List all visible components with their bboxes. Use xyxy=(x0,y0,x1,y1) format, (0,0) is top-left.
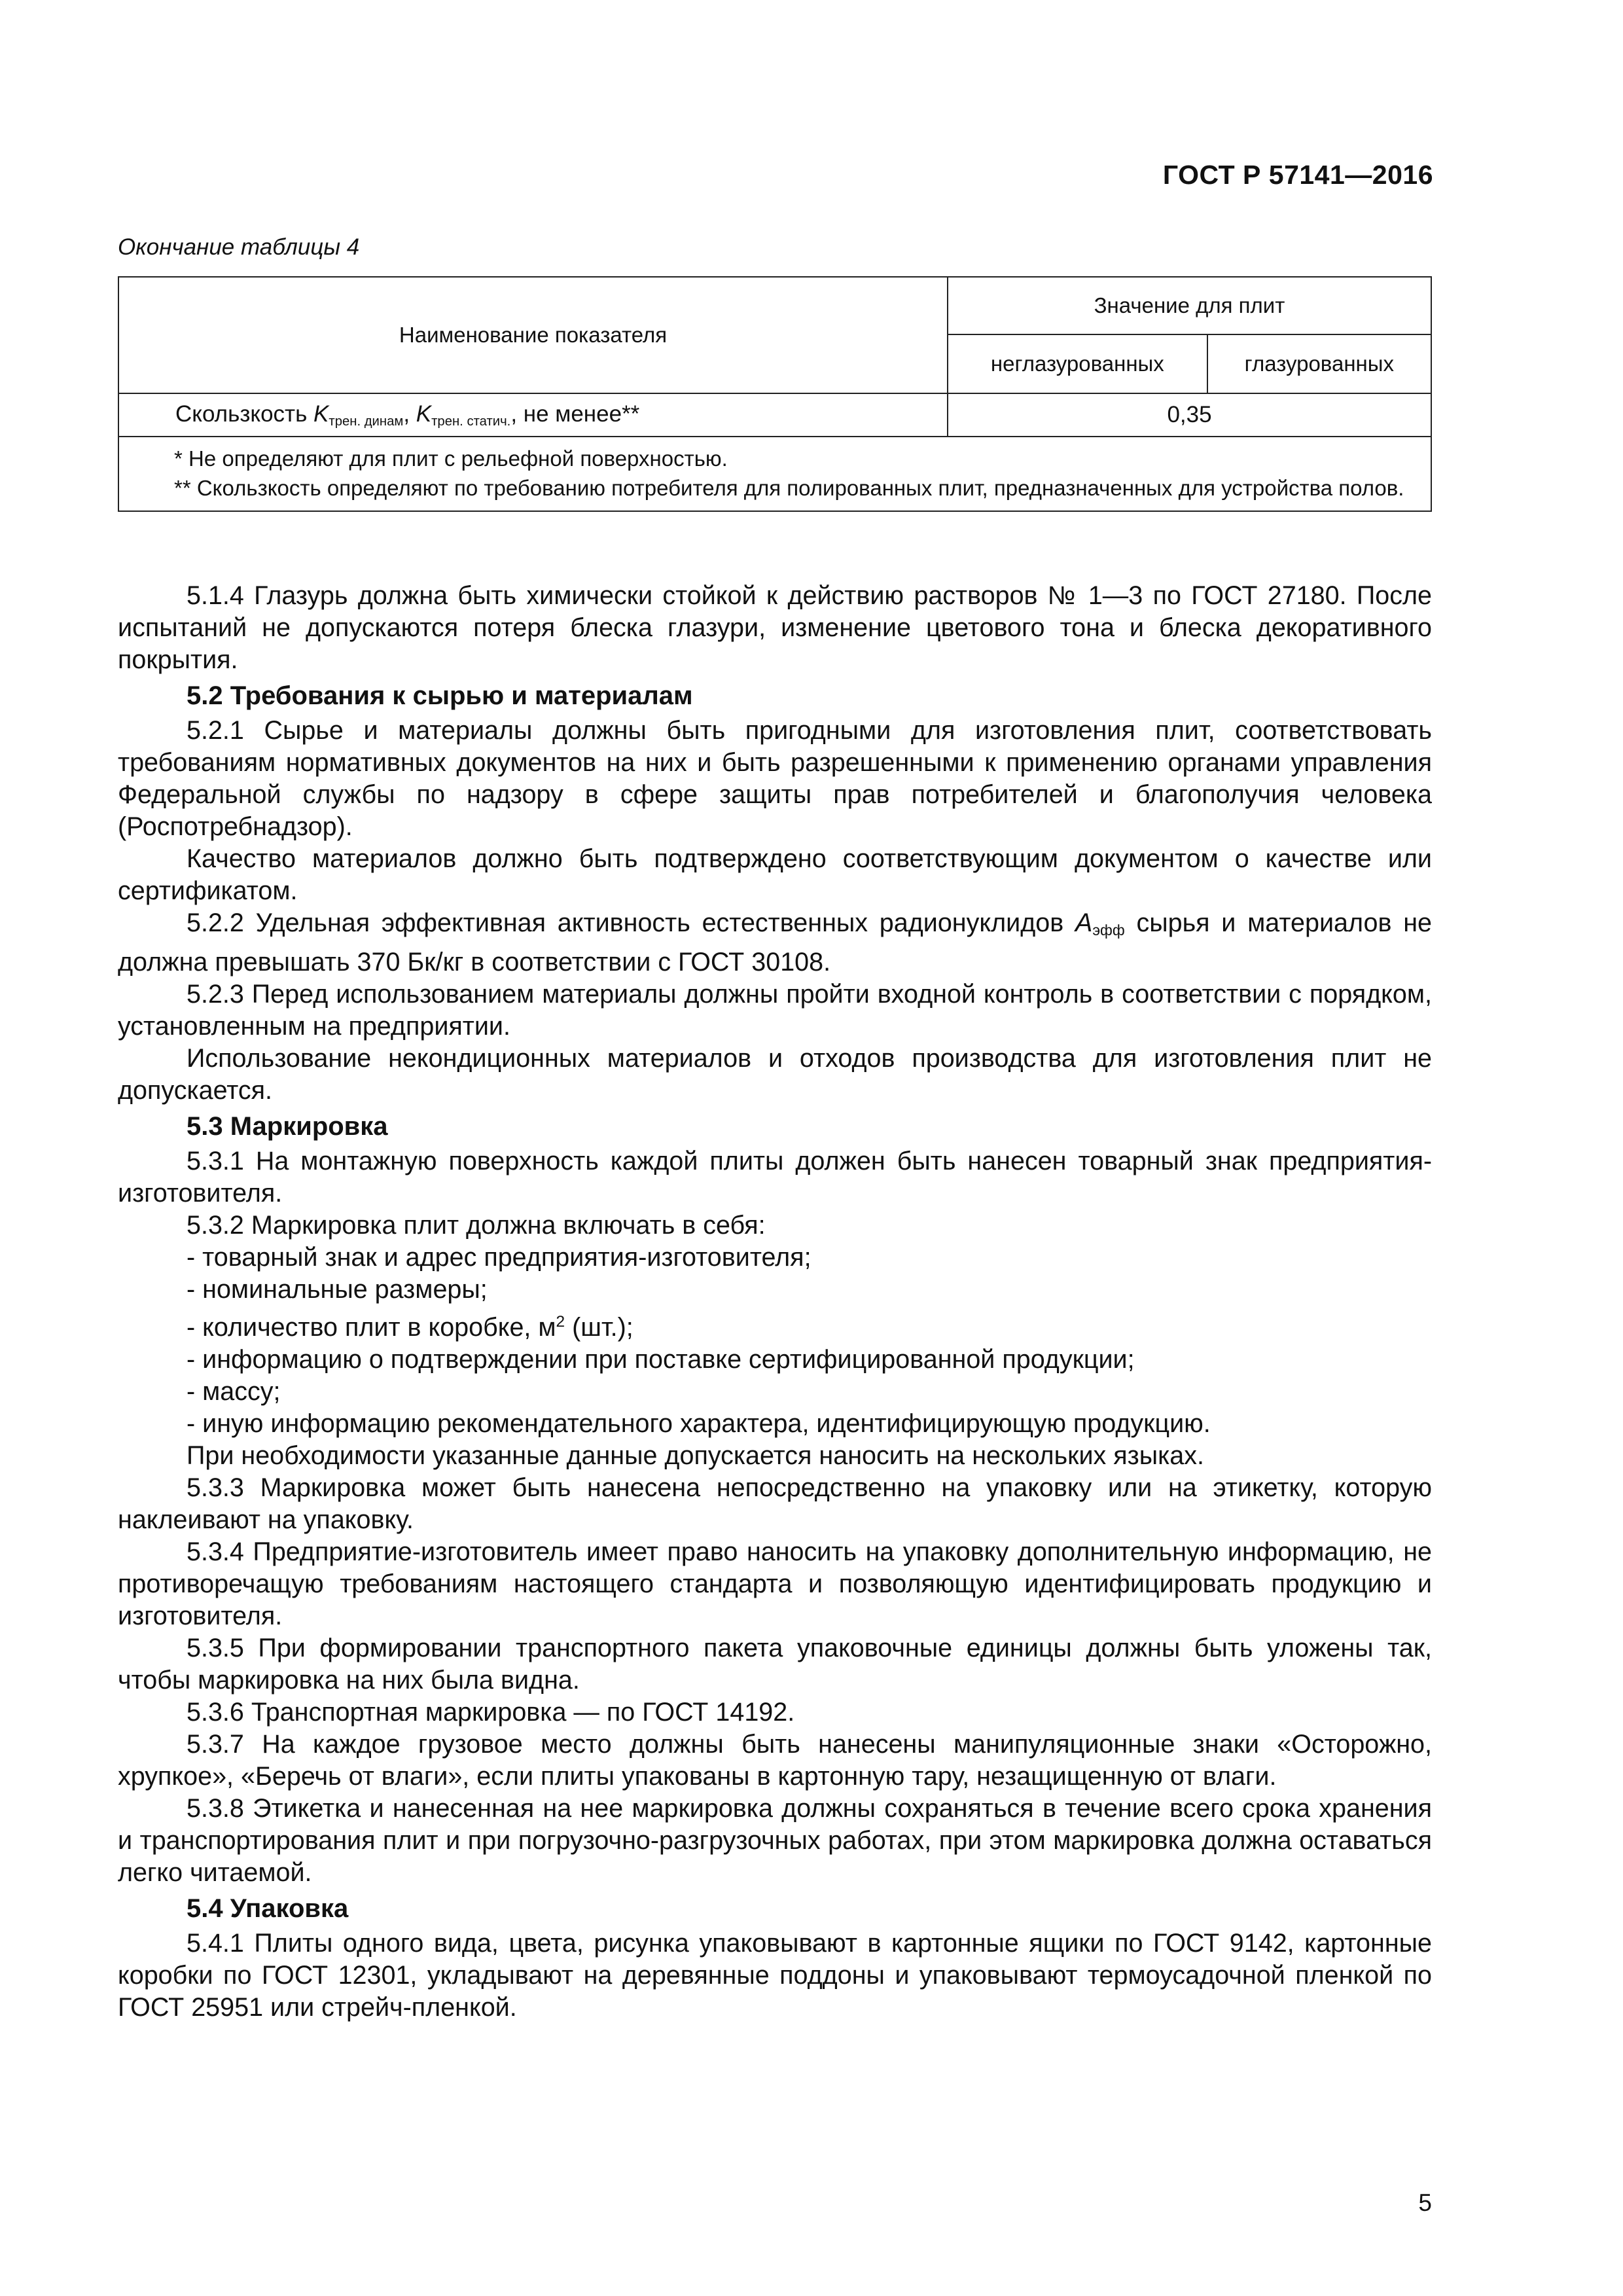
spec-table xyxy=(118,276,1432,512)
paragraph-5-1-4: 5.1.4 Глазурь должна быть химически стойкой к действию растворов № 1—3 по ГОСТ 27180. После испытаний не допускаются потеря блеска глазури, изменение цветового тона и блеска декоративного покрытия. xyxy=(118,581,1432,674)
column-header-unglazed: неглазурованных xyxy=(948,334,1207,393)
table-note-1: * Не определяют для плит с рельефной поверхностью. xyxy=(174,446,728,471)
paragraph-5-3-2: 5.3.2 Маркировка плит должна включать в себя: xyxy=(187,1211,766,1240)
paragraph-5-3-2-languages: При необходимости указанные данные допускается наносить на нескольких языках. xyxy=(187,1441,1204,1470)
list-item: - массу; xyxy=(187,1377,281,1406)
column-header-glazed: глазурованных xyxy=(1207,334,1431,393)
list-item: - иную информацию рекомендательного характера, идентифицирующую продукцию. xyxy=(187,1409,1211,1438)
paragraph-5-3-7: 5.3.7 На каждое грузовое место должны быть нанесены манипуляционные знаки «Осторожно, хрупкое», «Беречь от влаги», если плиты упакованы в картонную тару, незащищенную от влаги. xyxy=(118,1730,1432,1791)
paragraph-5-3-4: 5.3.4 Предприятие-изготовитель имеет право наносить на упаковку дополнительную информацию, не противоречащую требованиям настоящего стандарта и позволяющую идентифицировать продукцию и изготовителя. xyxy=(118,1537,1432,1630)
heading-5-4: 5.4 Упаковка xyxy=(187,1894,349,1923)
heading-5-3: 5.3 Маркировка xyxy=(187,1112,388,1141)
table-caption: Окончание таблицы 4 xyxy=(118,234,360,260)
table-notes-row xyxy=(118,437,1431,511)
paragraph-5-2-3: 5.2.3 Перед использованием материалы должны пройти входной контроль в соответствии с порядком, установленным на предприятии. xyxy=(118,980,1432,1041)
column-header-group: Значение для плит xyxy=(948,277,1431,334)
indicator-value-cell: 0,35 xyxy=(948,393,1431,437)
paragraph-5-3-1: 5.3.1 На монтажную поверхность каждой плиты должен быть нанесен товарный знак предприятия-изготовителя. xyxy=(118,1147,1432,1208)
paragraph-5-2-2: 5.2.2 Удельная эффективная активность естественных радионуклидов $A_{эфф}$ сырья и материалов не должна превышать 370 Бк/кг в соответствии с ГОСТ 30108. xyxy=(118,908,1432,977)
paragraph-5-3-8: 5.3.8 Этикетка и нанесенная на нее маркировка должны сохраняться в течение всего срока хранения и транспортирования плит и при погрузочно-разгрузочных работах, при этом маркировка должна оставаться легко читаемой. xyxy=(118,1794,1432,1887)
table-note-2: ** Скользкость определяют по требованию потребителя для полированных плит, предназначенных для устройства полов. xyxy=(174,476,1404,500)
paragraph-5-2-1: 5.2.1 Сырье и материалы должны быть пригодными для изготовления плит, соответствовать требованиям нормативных документов на них и быть разрешенными к применению органами управления Федеральной службы по надзору в сфере защиты прав потребителей и благополучия человека (Роспотребнадзор). xyxy=(118,716,1432,841)
list-item: - количество плит в коробке, $м^2$ (шт.); xyxy=(187,1313,633,1342)
paragraph-5-4-1: 5.4.1 Плиты одного вида, цвета, рисунка упаковывают в картонные ящики по ГОСТ 9142, картонные коробки по ГОСТ 12301, укладывают на деревянные поддоны и упаковывают термоусадочной пленкой по ГОСТ 25951 или стрейч-пленкой. xyxy=(118,1929,1432,2022)
indicator-name-cell: Скользкость $K_{трен. динам}$, $K_{трен. статич.}$, не менее** xyxy=(118,393,948,437)
paragraph-5-3-5: 5.3.5 При формировании транспортного пакета упаковочные единицы должны быть уложены так, чтобы маркировка на них была видна. xyxy=(118,1634,1432,1695)
list-item: - номинальные размеры; xyxy=(187,1275,488,1304)
column-header-name: Наименование показателя xyxy=(118,277,948,393)
paragraph-5-3-6: 5.3.6 Транспортная маркировка — по ГОСТ 14192. xyxy=(187,1698,795,1727)
paragraph-5-2-1-quality: Качество материалов должно быть подтверждено соответствующим документом о качестве или сертификатом. xyxy=(118,844,1432,905)
list-item: - товарный знак и адрес предприятия-изготовителя; xyxy=(187,1243,812,1272)
heading-5-2: 5.2 Требования к сырью и материалам xyxy=(187,681,693,710)
document-body xyxy=(118,580,1432,2024)
list-item: - информацию о подтверждении при поставке сертифицированной продукции; xyxy=(187,1345,1135,1374)
document-code: ГОСТ Р 57141—2016 xyxy=(1162,160,1433,190)
page-number: 5 xyxy=(1418,2189,1432,2216)
paragraph-5-3-3: 5.3.3 Маркировка может быть нанесена непосредственно на упаковку или на этикетку, которую наклеивают на упаковку. xyxy=(118,1473,1432,1534)
paragraph-5-2-3-usage: Использование некондиционных материалов и отходов производства для изготовления плит не допускается. xyxy=(118,1044,1432,1105)
table-notes xyxy=(118,437,1431,511)
table-row xyxy=(118,393,1431,437)
